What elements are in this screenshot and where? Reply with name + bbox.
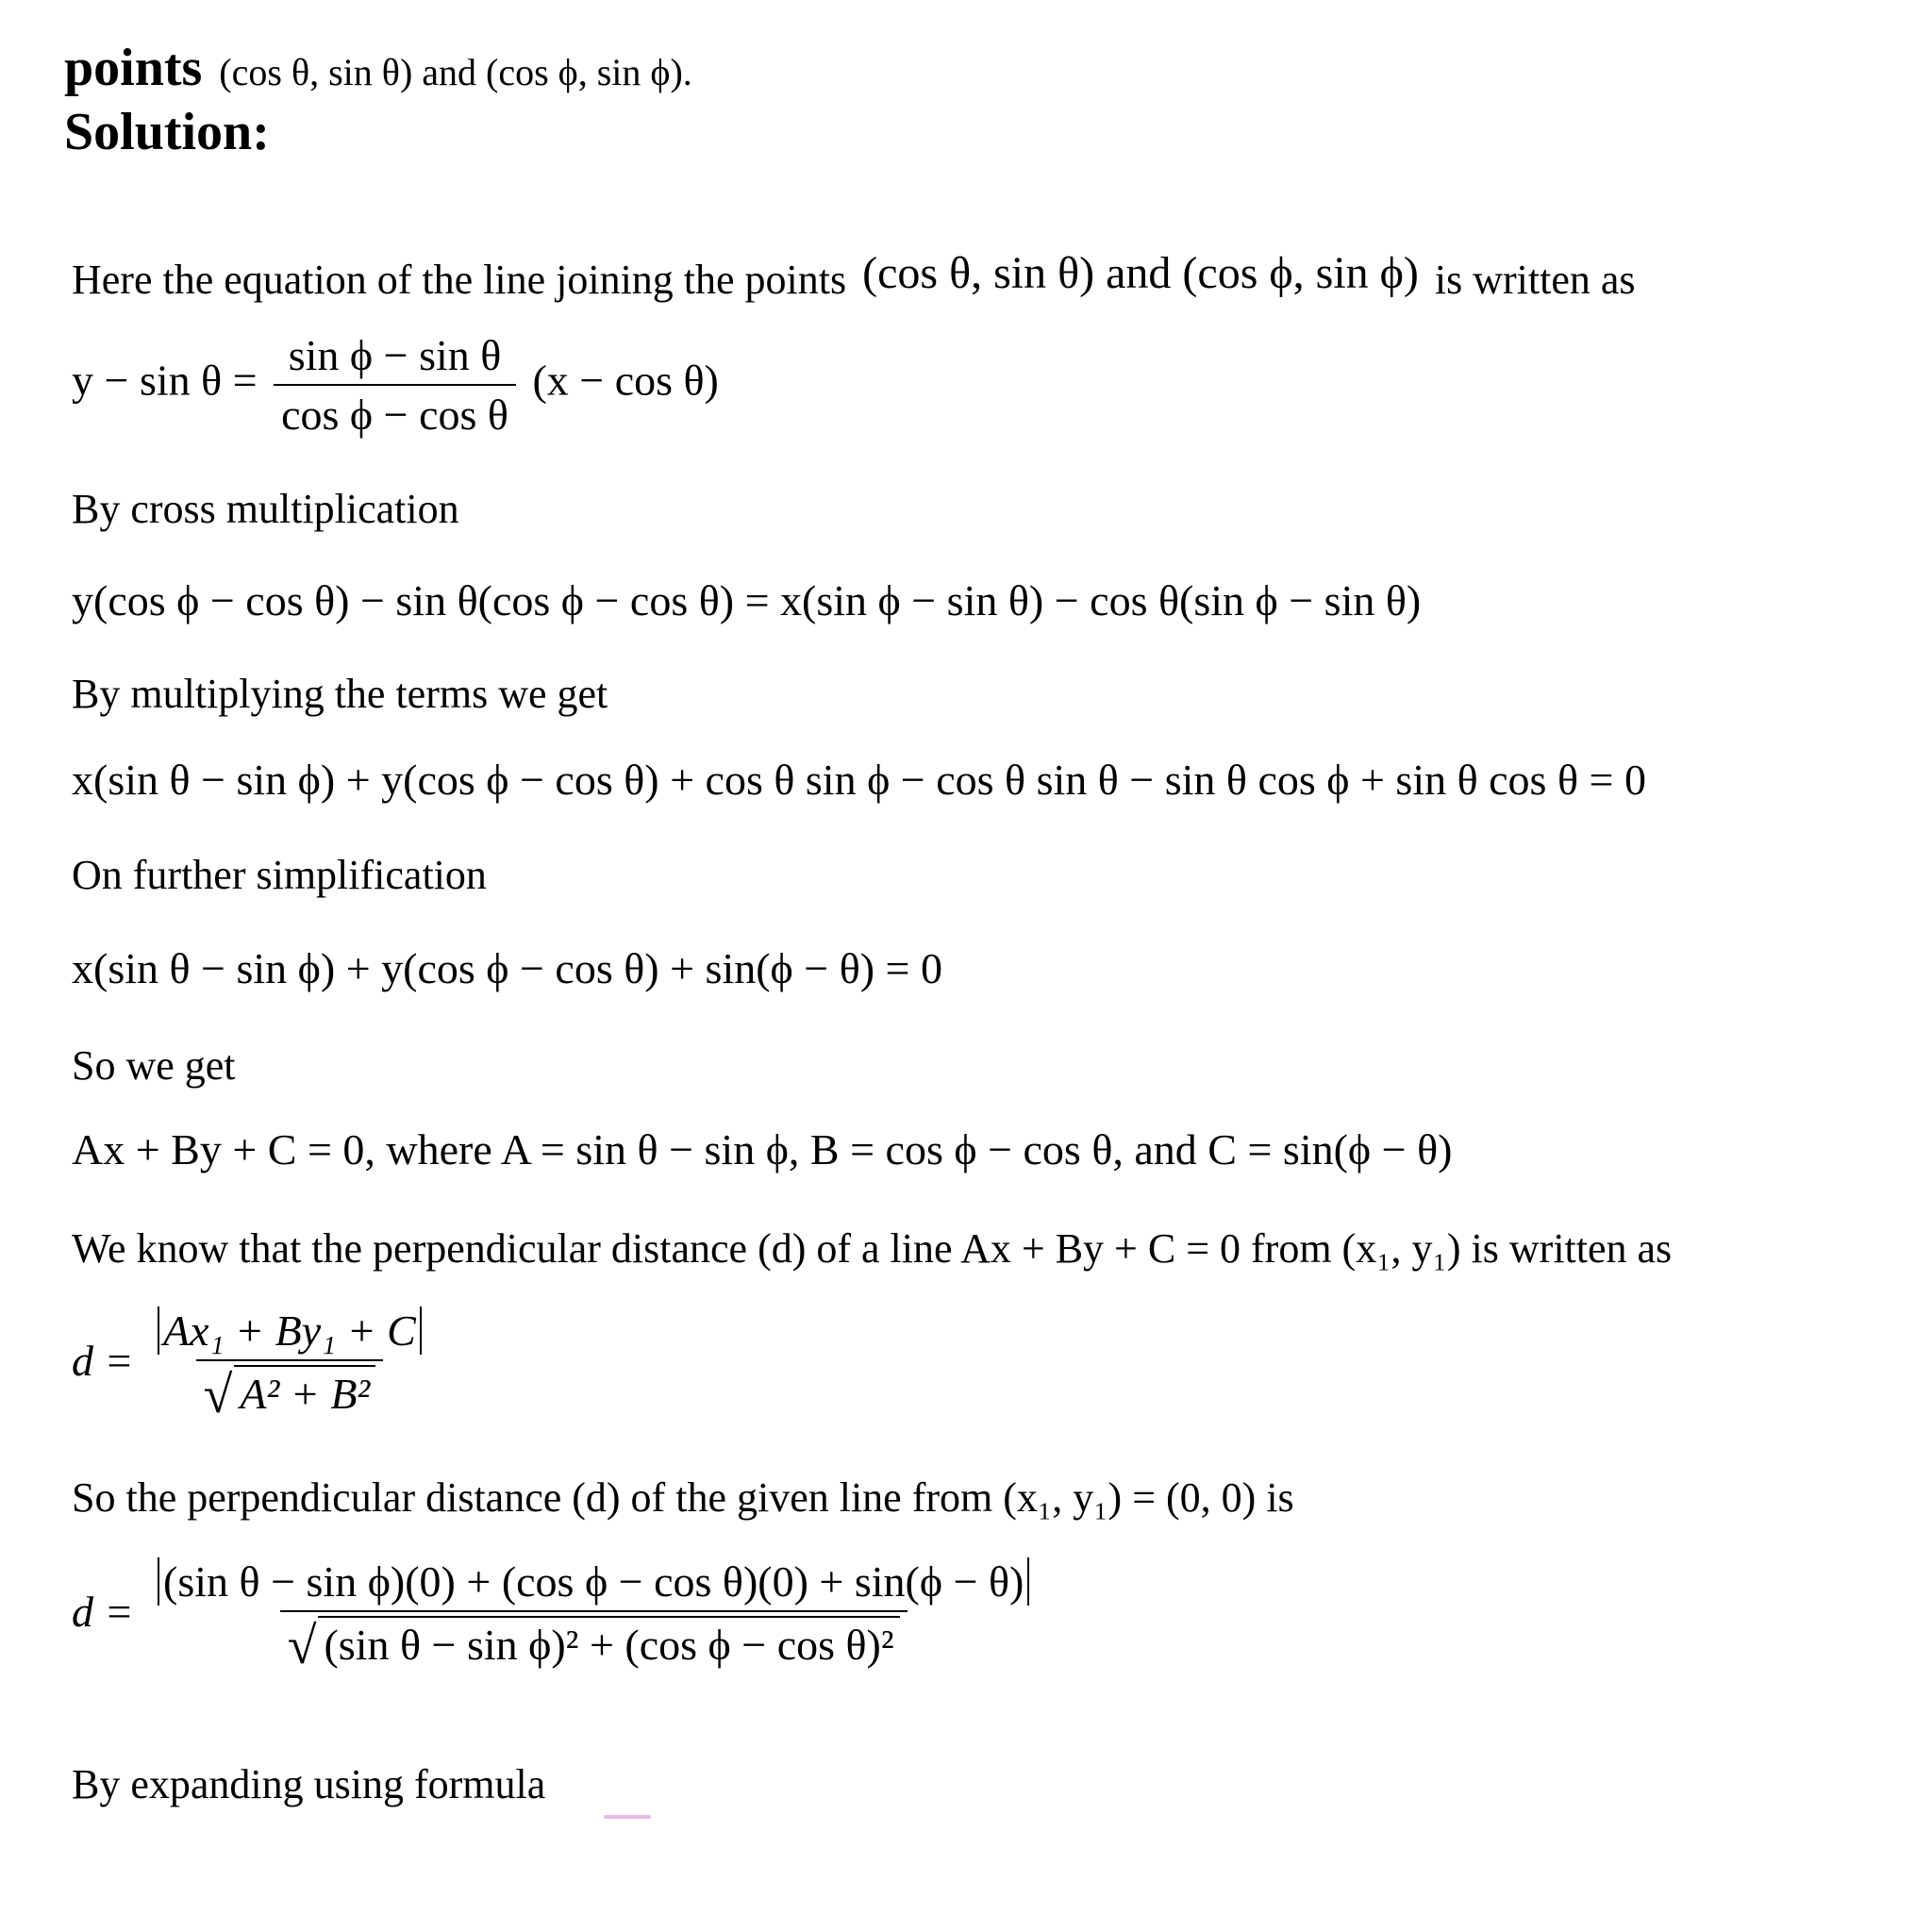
eq1-rhs: (x − cos θ) [532,356,719,405]
eq1-numerator: sin ϕ − sin θ [288,331,502,379]
intro-points: (cos θ, sin θ) and (cos ϕ, sin ϕ) [862,248,1419,298]
equation-line-slope [72,330,719,440]
pink-mark [604,1815,651,1819]
dist-denominator-radicand: A² + B² [234,1365,375,1419]
dist-lhs: d = [72,1337,134,1386]
dist2-numerator [150,1556,1037,1610]
eq1-fraction [274,330,516,440]
dist2-denominator-radicand: (sin θ − sin ϕ)² + (cos ϕ − cos θ)² [318,1616,899,1670]
dist-fraction [150,1306,429,1425]
multiply-text: By multiplying the terms we get [72,671,608,717]
cross-mult-text: By cross multiplication [72,486,459,532]
dist2-numerator-abs: (sin θ − sin ϕ)(0) + (cos ϕ − cos θ)(0) + sin(ϕ − θ) [158,1557,1029,1606]
distance-formula [72,1306,435,1425]
equation-general-form: Ax + By + C = 0, where A = sin θ − sin ϕ, B = cos ϕ − cos θ, and C = sin(ϕ − θ) [72,1125,1453,1173]
dist-denominator [196,1359,384,1425]
points-line [64,38,692,98]
equation-multiplied: x(sin θ − sin ϕ) + y(cos ϕ − cos θ) + cos θ sin ϕ − cos θ sin θ − sin θ cos ϕ + sin θ cos θ = 0 [72,756,1646,804]
expand-text: By expanding using formula [72,1761,546,1807]
dist-numerator-abs: Ax₁ + By₁ + C [158,1307,422,1355]
intro-text-a: Here the equation of the line joining the points [72,257,847,303]
points-math: (cos θ, sin θ) and (cos ϕ, sin ϕ). [219,51,692,93]
so-we-get-text: So we get [72,1042,236,1089]
dist-numerator [150,1306,429,1359]
equation-cross-mult: y(cos ϕ − cos θ) − sin θ(cos ϕ − cos θ) = x(sin ϕ − sin θ) − cos θ(sin ϕ − sin θ) [72,576,1422,624]
eq1-denominator: cos ϕ − cos θ [274,384,516,440]
simplify-text: On further simplification [72,852,487,898]
distance-applied [72,1556,1042,1676]
dist2-denominator [280,1610,908,1676]
sqrt-symbol-2: √ [287,1617,317,1675]
equation-simplified: x(sin θ − sin ϕ) + y(cos ϕ − cos θ) + sin(ϕ − θ) = 0 [72,944,942,992]
dist2-lhs: d = [72,1588,134,1637]
points-word: points [64,39,203,97]
distance-formula-text: We know that the perpendicular distance (d) of a line Ax + By + C = 0 from (x₁, y₁) is written as [72,1225,1673,1272]
intro-line [72,247,1636,304]
eq1-lhs: y − sin θ = [72,356,258,405]
sqrt-symbol: √ [203,1366,233,1424]
dist2-fraction [150,1556,1037,1676]
given-line-text: So the perpendicular distance (d) of the given line from (x₁, y₁) = (0, 0) is [72,1474,1294,1521]
solution-heading: Solution: [64,103,270,161]
intro-text-b: is written as [1434,257,1636,303]
